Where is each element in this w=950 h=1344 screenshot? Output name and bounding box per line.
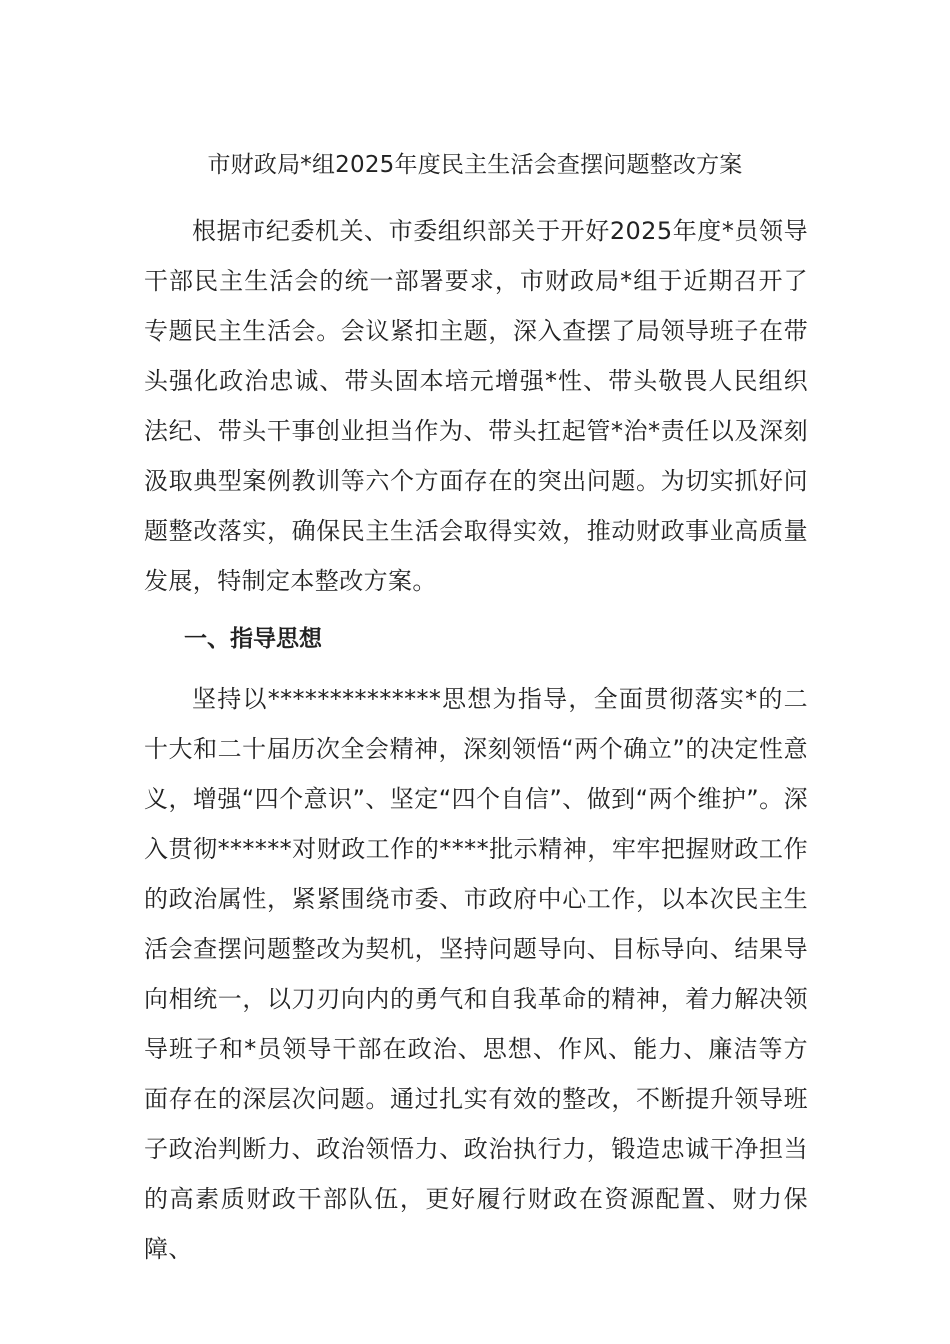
section-heading-guiding-ideology: 一、指导思想 xyxy=(184,626,322,652)
intro-paragraph: 根据市纪委机关、市委组织部关于开好2025年度*员领导干部民主生活会的统一部署要求，市财政局*组于近期召开了专题民主生活会。会议紧扣主题，深入查摆了局领导班子在带头强化政治忠诚、带头固本培元增强*性、带头敬畏人民组织法纪、带头干事创业担当作为、带头扛起管*治*责任以及深刻汲取典型案例教训等六个方面存在的突出问题。为切实抓好问题整改落实，确保民主生活会取得实效，推动财政事业高质量发展，特制定本整改方案。 xyxy=(144,217,808,595)
document-title: 市财政局*组2025年度民主生活会查摆问题整改方案 xyxy=(207,152,743,178)
guiding-ideology-paragraph: 坚持以**************思想为指导，全面贯彻落实*的二十大和二十届历次全会精神，深刻领悟“两个确立”的决定性意义，增强“四个意识”、坚定“四个自信”、做到“两个维护”。深入贯彻******对财政工作的****批示精神，牢牢把握财政工作的政治属性，紧紧围绕市委、市政府中心工作，以本次民主生活会查摆问题整改为契机，坚持问题导向、目标导向、结果导向相统一，以刀刃向内的勇气和自我革命的精神，着力解决领导班子和*员领导干部在政治、思想、作风、能力、廉洁等方面存在的深层次问题。通过扎实有效的整改，不断提升领导班子政治判断力、政治领悟力、政治执行力，锻造忠诚干净担当的高素质财政干部队伍，更好履行财政在资源配置、财力保障、 xyxy=(144,685,808,1263)
